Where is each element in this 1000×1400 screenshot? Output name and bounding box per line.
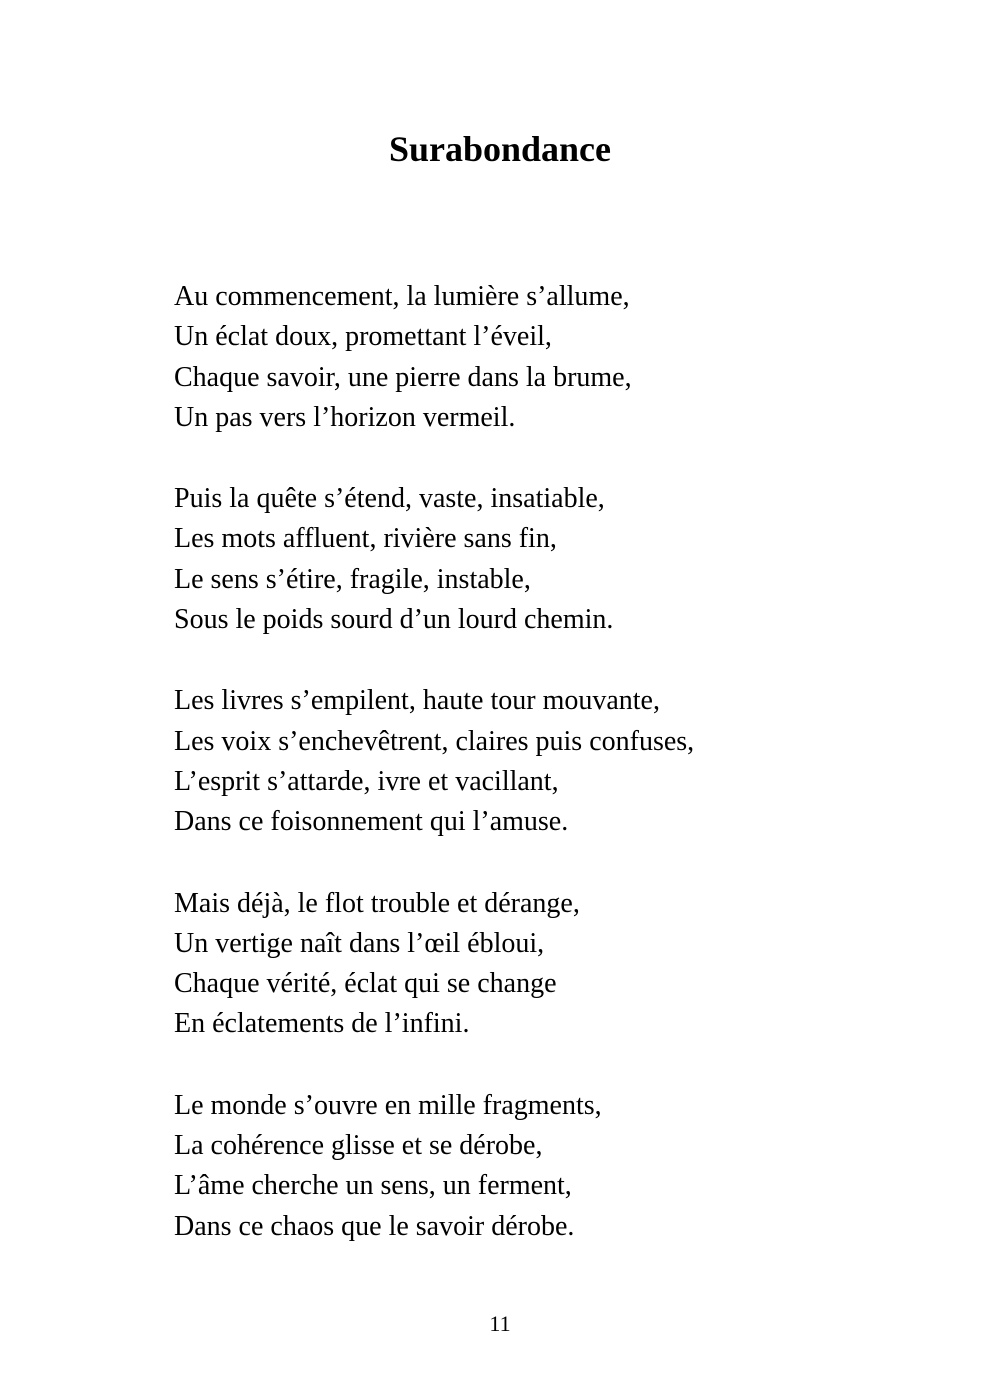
poem-line: Les voix s’enchevêtrent, claires puis confuses, — [174, 725, 695, 757]
poem-line: L’esprit s’attarde, ivre et vacillant, — [174, 765, 559, 797]
poem-line: Puis la quête s’étend, vaste, insatiable, — [174, 483, 605, 515]
poem-line: Au commencement, la lumière s’allume, — [174, 281, 630, 312]
poem-line: Un vertige naît dans l’œil ébloui, — [174, 927, 545, 959]
page-number: 11 — [489, 1311, 511, 1336]
stanza-1 — [174, 277, 934, 438]
poem-line: L’âme cherche un sens, un ferment, — [174, 1170, 572, 1202]
poem-title: Surabondance — [388, 129, 612, 169]
stanza-4 — [174, 884, 934, 1045]
poem-line: Chaque savoir, une pierre dans la brume, — [174, 361, 632, 393]
poem-line: Les livres s’empilent, haute tour mouvante, — [174, 685, 660, 717]
poem-line: Le sens s’étire, fragile, instable, — [174, 563, 531, 595]
stanza-2 — [174, 479, 934, 640]
poem-line: En éclatements de l’infini. — [174, 1008, 470, 1040]
poem-body — [174, 277, 934, 1288]
poem-line: Chaque vérité, éclat qui se change — [174, 968, 557, 1000]
poem-line: Sous le poids sourd d’un lourd chemin. — [174, 604, 614, 636]
poem-line: Les mots affluent, rivière sans fin, — [174, 523, 557, 555]
stanza-3 — [174, 681, 934, 842]
poem-line: Un pas vers l’horizon vermeil. — [174, 401, 516, 433]
poem-line: Mais déjà, le flot trouble et dérange, — [174, 887, 580, 919]
poem-line: Un éclat doux, promettant l’éveil, — [174, 321, 552, 353]
stanza-5 — [174, 1086, 934, 1247]
poem-line: Dans ce foisonnement qui l’amuse. — [174, 806, 569, 838]
poem-line: Dans ce chaos que le savoir dérobe. — [174, 1210, 575, 1242]
poem-line: La cohérence glisse et se dérobe, — [174, 1130, 543, 1162]
poem-line: Le monde s’ouvre en mille fragments, — [174, 1089, 602, 1121]
